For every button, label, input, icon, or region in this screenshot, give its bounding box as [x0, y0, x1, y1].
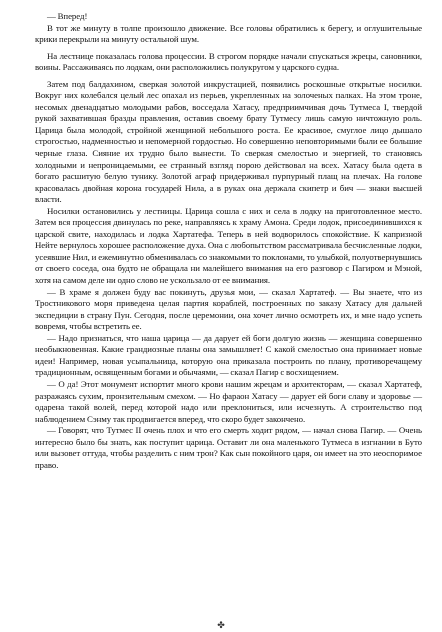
- page-ornament: ✤: [217, 620, 225, 630]
- paragraph-7: — Надо признаться, что наша царица — да дарует ей боги долгую жизнь — женщина совершенно необыкновенная. Какие грандиозные планы она замышляет! С какой смелостью она принимает новые идеи! Например, новая усыпальница, которую она приказала построить по плану, противоречащему традиционным, освященным богами и обычаями, — сказал Пагир с восхищением.: [35, 332, 422, 378]
- paragraph-1: — Вперед!: [47, 11, 88, 21]
- paragraph-9: — Говорят, что Тутмес II очень плох и что его смерть ходит рядом, — начал снова Пагир. — Очень интересно было бы знать, как поступит царица. Оставит ли она маленького Тутмеса в изгнании в Буто или вызовет оттуда, чтобы разделить с ним трон? Как сын покойного царя, он имеет на это неоспоримое право.: [35, 425, 422, 470]
- paragraph-3: На лестнице показалась голова процессии. В строгом порядке начали спускаться жрецы, сановники, воины. Рассаживаясь по лодкам, они расположились полукругом у царского судна.: [35, 50, 422, 73]
- paragraph-6: — В храме я должен буду вас покинуть, друзья мои, — сказал Хартатеф. — Вы знаете, что из Тростникового моря приведена целая партия кораблей, построенных по заказу Хатасу для дальней экспедиции в страну Пун. Сегодня, после церемонии, она хочет лично осмотреть их, и мне надо успеть вовремя, чтобы встретить ее.: [35, 286, 422, 332]
- paragraph-2: В тот же минуту в толпе произошло движение. Все головы обратились к берегу, и оглушительные крики перекрыли на минуту остальной шум.: [35, 22, 422, 45]
- paragraph-5: Носилки остановились у лестницы. Царица сошла с них и села в лодку на приготовленное место. Затем вся процессия двинулась по реке, направляясь к храму Амона. Среди лодок, присоединившихся к царской свите, находилась и лодка Хартатефа. Теперь в ней водворилось спокойствие. К капризной Нейте вернулось хорошее расположение духа. Она с любопытством рассматривала бесчисленные лодки, усеявшие Нил, и ежеминутно обменивалась со знакомыми то поклонами, то улыбкой, полуотвернувшись от своего соседа, она будто не обращала ни малейшего внимания на его разговор с Пагиром и Мэной, хотя на самом деле ни одно слово не ускользало от ее внимания.: [35, 205, 422, 286]
- paragraph-4: Затем под балдахином, сверкая золотой инкрустацией, появились роскошные открытые носилки. Вокруг них колебался целый лес опахал из перьев, укрепленных на золоченых палках. На этом троне, несомых двенадцатью молодыми рабов, восседала Хатасу, предприимчивая дочь Тутмеса I, твердой рукой захватившая бразды правления, оставив своему брату Тутмесу лишь самую ничтожную роль. Царица была молодой, стройной женщиной небольшого роста. Ее красивое, смуглое лицо дышало строгостью, надменностью и непомерной гордостью. Но совершенно неповторимыми были ее большие черные глаза. Сияние их трудно было вынести. То сверкая смелостью и энергией, то становясь холодными и непроницаемыми, ее странный взгляд порою действовал на всех. Хатасу была одета в богато расшитую белую тунику. Золотой аграф придерживал пурпурный плащ на плечах. На голове красовалась двойная корона государей Нила, а в руках она держала скипетр и бич — знаки высшей власти.: [35, 78, 422, 205]
- paragraph-8: — О да! Этот монумент испортит много крови нашим жрецам и архитекторам, — сказал Хартатеф, разражаясь сухим, пронзительным смехом. — Но фараон Хатасу — дарует ей боги славу и здоровье — одарена такой волей, перед которой надо или преклониться, или исчезнуть. А строительство под наблюдением Сэнму так продвигается вперед, что скоро будет закончено.: [35, 378, 422, 424]
